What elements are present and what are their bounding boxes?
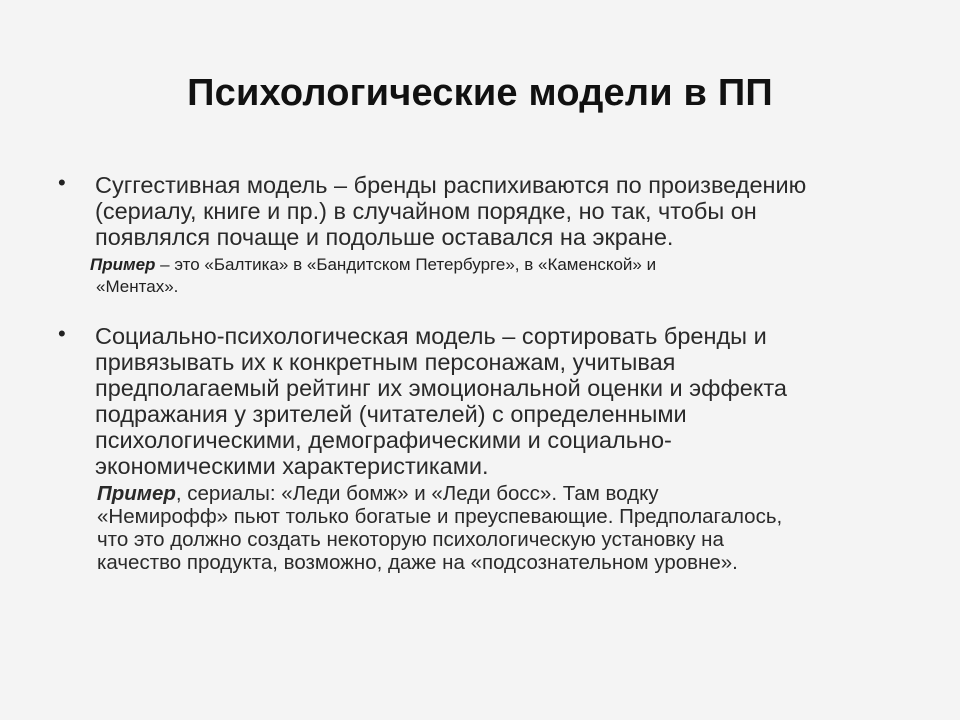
bullet-1: • [58, 170, 66, 195]
item-1-example-text-1: – это «Балтика» в «Бандитском Петербурге», в «Каменской» и [155, 255, 657, 274]
item-2-line-1: Социально-психологическая модель – сортировать бренды и [95, 323, 767, 349]
item-2-line-6: экономическими характеристиками. [95, 453, 489, 479]
item-1-text [95, 172, 915, 250]
item-1-line-2: (сериалу, книге и пр.) в случайном порядке, но так, чтобы он [95, 198, 757, 224]
slide-title: Психологические модели в ПП [187, 72, 773, 114]
item-1-example-line-1 [90, 254, 656, 276]
item-1-line-1: Суггестивная модель – бренды распихиваются по произведению [95, 172, 807, 198]
item-2-line-5: психологическими, демографическими и социально- [95, 427, 672, 453]
item-2-line-2: привязывать их к конкретным персонажам, учитывая [95, 349, 676, 375]
item-1-example-label: Пример [90, 255, 156, 274]
item-2-example-line-4: качество продукта, возможно, даже на «подсознательном уровне». [97, 551, 738, 574]
item-2-example-line-1 [97, 482, 782, 505]
bullet-2: • [58, 321, 66, 346]
item-2-example-line-2: «Немирофф» пьют только богатые и преуспевающие. Предполагалось, [97, 505, 783, 528]
item-2-example [97, 482, 782, 574]
item-1-line-3: появлялся почаще и подольше оставался на экране. [95, 224, 674, 250]
item-2-line-4: подражания у зрителей (читателей) с определенными [95, 401, 687, 427]
item-1-example [90, 254, 656, 298]
item-1-example-line-2: «Ментах». [96, 277, 179, 296]
item-2-line-3: предполагаемый рейтинг их эмоциональной оценки и эффекта [95, 375, 787, 401]
item-2-example-text-1: , сериалы: «Леди бомж» и «Леди босс». Там водку [175, 482, 659, 505]
item-2-example-line-3: что это должно создать некоторую психологическую установку на [97, 528, 724, 551]
item-2-example-label: Пример [97, 482, 176, 505]
item-2-text [95, 323, 915, 479]
